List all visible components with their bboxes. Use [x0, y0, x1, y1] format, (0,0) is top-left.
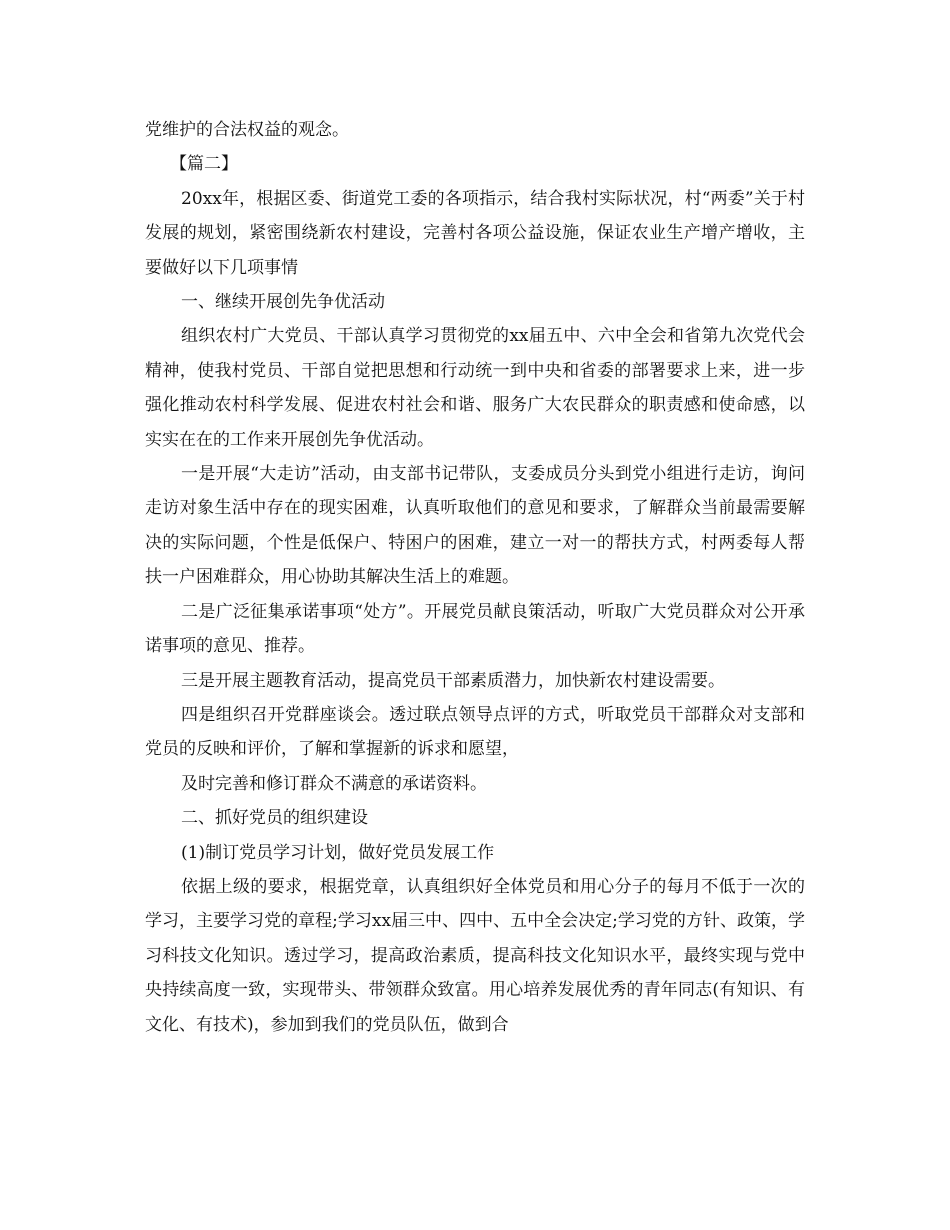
section-heading-pian-er: 【篇二】 [170, 154, 238, 175]
paragraph-plan: 依据上级的要求，根据党章，认真组织好全体党员和用心分子的每月不低于一次的学习，主要学习党的章程;学习xx届三中、四中、五中全会决定;学习党的方针、政策，学习科技文化知识。透过学习，提高政治素质，提高科技文化知识水平，最终实现与党中央持续高度一致，实现带头、带领群众致富。用心培养发展优秀的青年同志(有知识、有文化、有技术)，参加到我们的党员队伍，做到合 [145, 876, 805, 1035]
heading-item-1: 一、继续开展创先争优活动 [181, 292, 385, 313]
paragraph-visit: 一是开展“大走访”活动，由支部书记带队，支委成员分头到党小组进行走访，询问走访对象生活中存在的现实困难，认真听取他们的意见和要求，了解群众当前最需要解决的实际问题，个性是低保户、特困户的困难，建立一对一的帮扶方式，村两委每人帮扶一户困难群众，用心协助其解决生活上的难题。 [145, 464, 805, 588]
paragraph-intro: 20xx年，根据区委、街道党工委的各项指示，结合我村实际状况，村“两委”关于村发展的规划，紧密围绕新农村建设，完善村各项公益设施，保证农业生产增产增收，主要做好以下几项事情 [145, 188, 805, 278]
paragraph-study: 组织农村广大党员、干部认真学习贯彻党的xx届五中、六中全会和省第九次党代会精神，使我村党员、干部自觉把思想和行动统一到中央和省委的部署要求上来，进一步强化推动农村科学发展、促进农村社会和谐、服务广大农民群众的职责感和使命感，以实实在在的工作来开展创先争优活动。 [145, 326, 805, 450]
paragraph-prescription: 二是广泛征集承诺事项“处方”。开展党员献良策活动，听取广大党员群众对公开承诺事项的意见、推荐。 [145, 601, 805, 657]
heading-item-2: 二、抓好党员的组织建设 [181, 808, 368, 829]
subheading-1: (1)制订党员学习计划，做好党员发展工作 [181, 842, 495, 863]
paragraph-revise: 及时完善和修订群众不满意的承诺资料。 [181, 773, 487, 794]
paragraph-symposium: 四是组织召开党群座谈会。透过联点领导点评的方式，听取党员干部群众对支部和党员的反映和评价，了解和掌握新的诉求和愿望， [145, 704, 805, 760]
paragraph-continuation: 党维护的合法权益的观念。 [145, 120, 349, 140]
document-body [145, 113, 805, 1042]
paragraph-education: 三是开展主题教育活动，提高党员干部素质潜力，加快新农村建设需要。 [181, 670, 725, 691]
